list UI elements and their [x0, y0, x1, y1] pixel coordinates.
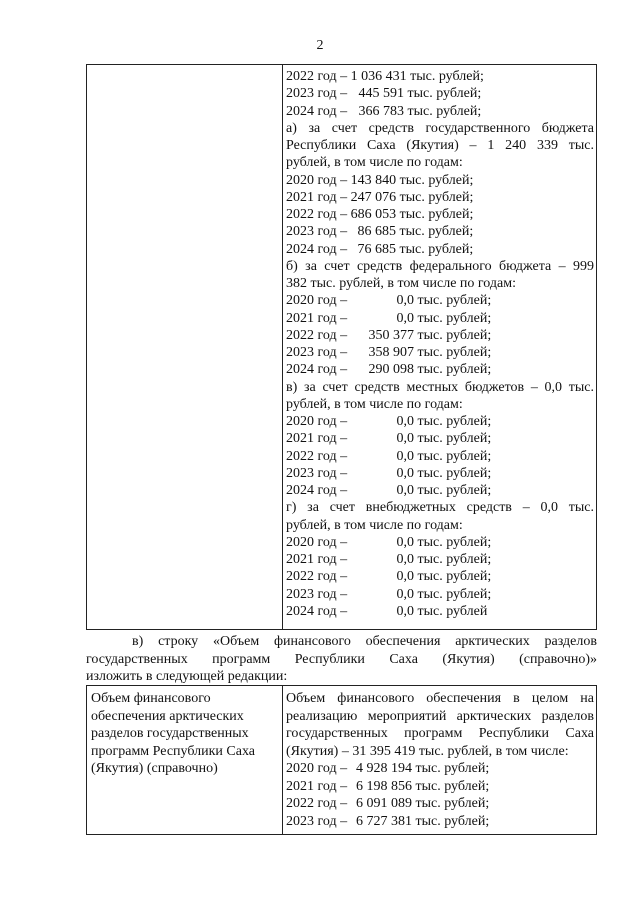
row-label-cell: [91, 690, 279, 778]
unit-label: тыс. рублей;: [414, 586, 492, 602]
section-b-row: [286, 327, 594, 344]
section-v-row: [286, 430, 594, 447]
section-v-title: в) за счет средств местных бюджетов – 0,0 тыс.: [286, 379, 594, 395]
amount-value: 358 907: [368, 345, 414, 360]
amount-value: 0,0: [396, 414, 414, 429]
section-a-row: 2020 год – 143 840 тыс. рублей;: [286, 172, 474, 188]
section-v-row: [286, 482, 594, 499]
unit-label: тыс. рублей;: [414, 431, 492, 447]
unit-label: тыс. рублей;: [414, 448, 492, 464]
unit-label: тыс. рублей;: [414, 569, 492, 585]
amount-value: 0,0: [396, 293, 414, 309]
amount-value: 0,0: [396, 431, 414, 447]
unit-label: тыс. рублей;: [414, 534, 492, 550]
paragraph-line: изложить в следующей редакции:: [86, 669, 288, 684]
column-divider: [282, 686, 283, 834]
amount-value: 290 098: [368, 362, 414, 378]
section-a-row: 2023 год – 86 685 тыс. рублей;: [286, 224, 474, 240]
intro-line: государственных программ Республики Саха: [286, 726, 594, 741]
year-row: [286, 760, 594, 778]
year-row: [286, 795, 594, 813]
section-a-row: 2024 год – 76 685 тыс. рублей;: [286, 241, 474, 257]
section-v-row: [286, 465, 594, 482]
year-label: 2023 год –: [286, 586, 348, 602]
year-label: 2023 год –: [286, 465, 348, 481]
section-a-row: 2022 год – 686 053 тыс. рублей;: [286, 207, 474, 222]
year-label: 2024 год –: [286, 362, 348, 378]
unit-label: тыс. рублей;: [412, 813, 490, 829]
unit-label: тыс. рублей;: [414, 465, 492, 481]
amount-value: 0,0: [396, 552, 414, 567]
unit-label: тыс. рублей;: [412, 796, 490, 811]
year-label: 2020 год –: [286, 534, 348, 550]
section-b-title: б) за счет средств федерального бюджета – 999: [286, 258, 594, 274]
section-g-row: [286, 568, 594, 585]
year-label: 2022 год –: [286, 327, 348, 343]
year-label: 2022 год –: [286, 796, 348, 811]
amount-value: 0,0: [396, 483, 414, 498]
section-g-title: г) за счет внебюджетных средств – 0,0 тыс.: [286, 500, 594, 516]
year-label: 2021 год –: [286, 552, 348, 567]
year-label: 2021 год –: [286, 431, 348, 447]
section-v-row: [286, 413, 594, 430]
unit-label: тыс. рублей;: [412, 778, 490, 794]
financing-value-cell: [286, 690, 594, 830]
unit-label: тыс. рублей;: [414, 483, 492, 498]
amount-value: 0,0: [396, 310, 414, 326]
section-g-row: [286, 551, 594, 568]
unit-label: тыс. рублей;: [414, 552, 492, 567]
unit-label: тыс. рублей;: [414, 414, 492, 429]
section-g-title: рублей, в том числе по годам:: [286, 517, 463, 533]
section-g-row: [286, 603, 594, 620]
section-b-row: [286, 292, 594, 309]
year-label: 2023 год –: [286, 813, 348, 829]
label-line: программ Республики Саха: [91, 743, 255, 759]
amount-value: 0,0: [396, 448, 414, 464]
paragraph-line: в) строку «Объем финансового обеспечения арктических разделов: [132, 634, 597, 649]
section-a-row: 2021 год – 247 076 тыс. рублей;: [286, 189, 474, 205]
amount-value: 0,0: [396, 569, 414, 585]
amount-value: 6 727 381: [356, 813, 412, 829]
line: 2024 год – 366 783 тыс. рублей;: [286, 103, 482, 119]
amount-value: 6 198 856: [356, 778, 412, 794]
amount-value: 350 377: [368, 327, 414, 343]
section-b-title: 382 тыс. рублей, в том числе по годам:: [286, 276, 516, 291]
amount-value: 0,0: [396, 465, 414, 481]
amount-value: 6 091 089: [356, 796, 412, 811]
label-line: обеспечения арктических: [91, 708, 244, 724]
section-b-row: [286, 361, 594, 378]
amount-value: 0,0: [396, 603, 414, 619]
year-label: 2023 год –: [286, 345, 348, 360]
unit-label: тыс. рублей;: [412, 761, 490, 776]
year-label: 2024 год –: [286, 603, 348, 619]
section-a-title: рублей, в том числе по годам:: [286, 155, 463, 171]
unit-label: тыс. рублей;: [414, 345, 492, 360]
arctic-financing-table: [86, 685, 597, 835]
label-line: (Якутия) (справочно): [91, 761, 218, 776]
year-label: 2022 год –: [286, 448, 348, 464]
year-row: [286, 813, 594, 831]
label-line: Объем финансового: [91, 691, 211, 706]
financing-cell: [286, 68, 594, 620]
section-a-title: а) за счет средств государственного бюджета: [286, 120, 594, 136]
amendment-paragraph: [86, 633, 597, 686]
section-a-title: Республики Саха (Якутия) – 1 240 339 тыс.: [286, 138, 594, 153]
label-line: разделов государственных: [91, 726, 249, 741]
intro-line: реализацию мероприятий арктических разделов: [286, 708, 594, 724]
year-label: 2021 год –: [286, 310, 348, 326]
year-label: 2020 год –: [286, 414, 348, 429]
line: 2023 год – 445 591 тыс. рублей;: [286, 86, 482, 102]
amount-value: 4 928 194: [356, 761, 412, 776]
year-row: [286, 778, 594, 796]
section-v-row: [286, 448, 594, 465]
section-b-row: [286, 310, 594, 327]
amount-value: 0,0: [396, 586, 414, 602]
year-label: 2022 год –: [286, 569, 348, 585]
page-number: 2: [316, 38, 324, 53]
year-label: 2021 год –: [286, 778, 348, 794]
unit-label: тыс. рублей;: [414, 310, 492, 326]
intro-line: Объем финансового обеспечения в целом на: [286, 691, 594, 706]
section-v-title: рублей, в том числе по годам:: [286, 396, 463, 412]
amount-value: 0,0: [396, 534, 414, 550]
column-divider: [282, 65, 283, 629]
unit-label: тыс. рублей;: [414, 362, 492, 378]
unit-label: тыс. рублей: [414, 603, 488, 619]
year-label: 2024 год –: [286, 483, 348, 498]
section-g-row: [286, 586, 594, 603]
section-g-row: [286, 534, 594, 551]
year-label: 2020 год –: [286, 293, 348, 309]
unit-label: тыс. рублей;: [414, 327, 492, 343]
unit-label: тыс. рублей;: [414, 293, 492, 309]
section-b-row: [286, 344, 594, 361]
year-label: 2020 год –: [286, 761, 348, 776]
line: 2022 год – 1 036 431 тыс. рублей;: [286, 69, 484, 84]
financing-table-continued: [86, 64, 597, 630]
paragraph-line: государственных программ Республики Саха (Якутия) (справочно)»: [86, 651, 597, 667]
intro-line: (Якутия) – 31 395 419 тыс. рублей, в том числе:: [286, 743, 569, 759]
